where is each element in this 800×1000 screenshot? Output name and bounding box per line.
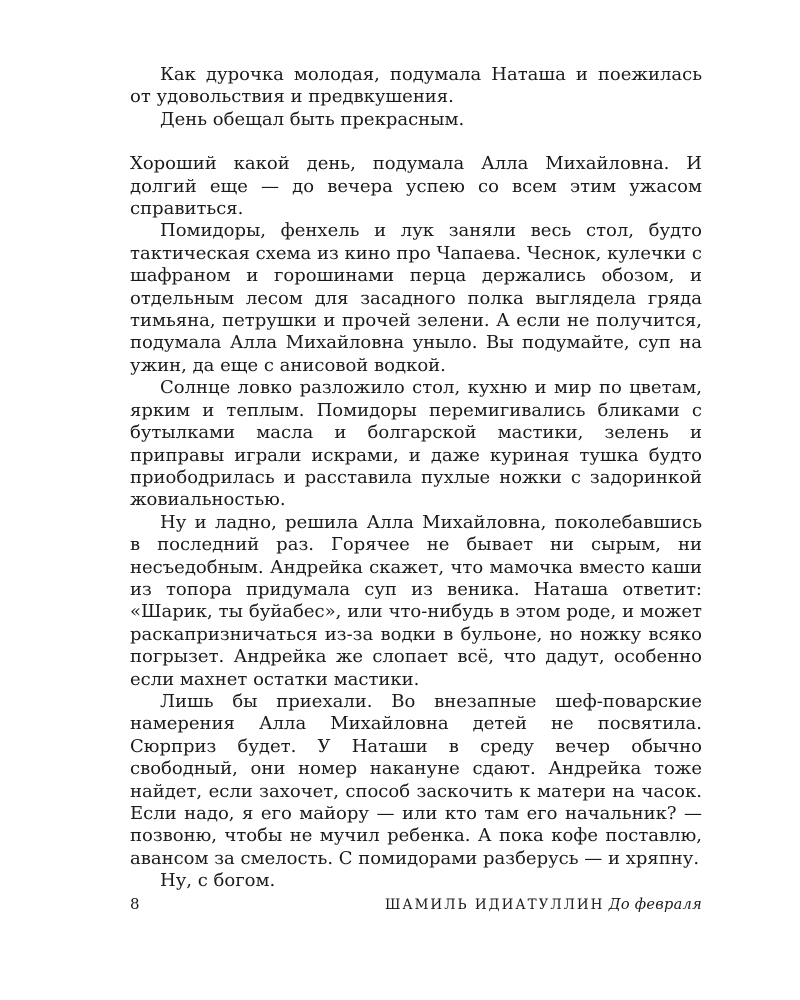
paragraph-2: День обещал быть прекрасным. bbox=[160, 108, 465, 130]
paragraph-6: Ну и ладно, решила Алла Михайловна, поколебавшись в последний раз. Горячее не бывает ни сырым, ни несъедобным. Андрейка скажет, что мамочка вместо каши из топора придумала суп из веника. Наташа ответит: «Шарик, ты буйабес», или что-нибудь в этом роде, и может раскапризничаться из-за водки в бульоне, но ножку всяко погрызет. Андрейка же слопает всё, что дадут, особенно если махнет остатки мастики. bbox=[130, 511, 702, 690]
paragraph-4: Помидоры, фенхель и лук заняли весь стол, будто тактическая схема из кино про Чапаева. Чеснок, кулечки с шафраном и горошинами перца держались обозом, и отдельным лесом для засадного полка выглядела гряда тимьяна, петрушки и прочей зелени. А если не получится, подумала Алла Михайловна уныло. Вы подумайте, суп на ужин, да еще с анисовой водкой. bbox=[130, 220, 702, 376]
paragraph-3: Хороший какой день, подумала Алла Михайловна. И долгий еще — до вечера успею со всем этим ужасом справиться. bbox=[130, 153, 702, 220]
paragraph-8: Ну, с богом. bbox=[160, 870, 276, 892]
body-text bbox=[130, 64, 702, 893]
paragraph-7: Лишь бы приехали. Во внезапные шеф-поварские намерения Алла Михайловна детей не посвятила. Сюрприз будет. У Наташи в среду вечер обычно свободный, они номер накануне сдают. Андрейка тоже найдет, если захочет, способ заскочить к матери на часок. Если надо, я его майору — или кто там его начальник? — позвоню, чтобы не мучил ребенка. А пока кофе поставлю, авансом за смелость. С помидорами разберусь — и хряпну. bbox=[130, 690, 702, 869]
running-head bbox=[385, 897, 702, 913]
paragraph-5: Солнце ловко разложило стол, кухню и мир по цветам, ярким и теплым. Помидоры перемигивались бликами с бутылками масла и болгарской мастики, зелень и приправы играли искрами, и даже куриная тушка будто приободрилась и расставила пухлые ножки с задоринкой жовиальностью. bbox=[130, 377, 702, 511]
page-number: 8 bbox=[130, 895, 140, 913]
running-head-title: До февраля bbox=[608, 897, 702, 913]
running-head-author: ШАМИЛЬ ИДИАТУЛЛИН bbox=[384, 897, 605, 913]
page-footer bbox=[130, 895, 702, 913]
paragraph-1: Как дурочка молодая, подумала Наташа и поежилась от удовольствия и предвкушения. bbox=[130, 64, 702, 108]
